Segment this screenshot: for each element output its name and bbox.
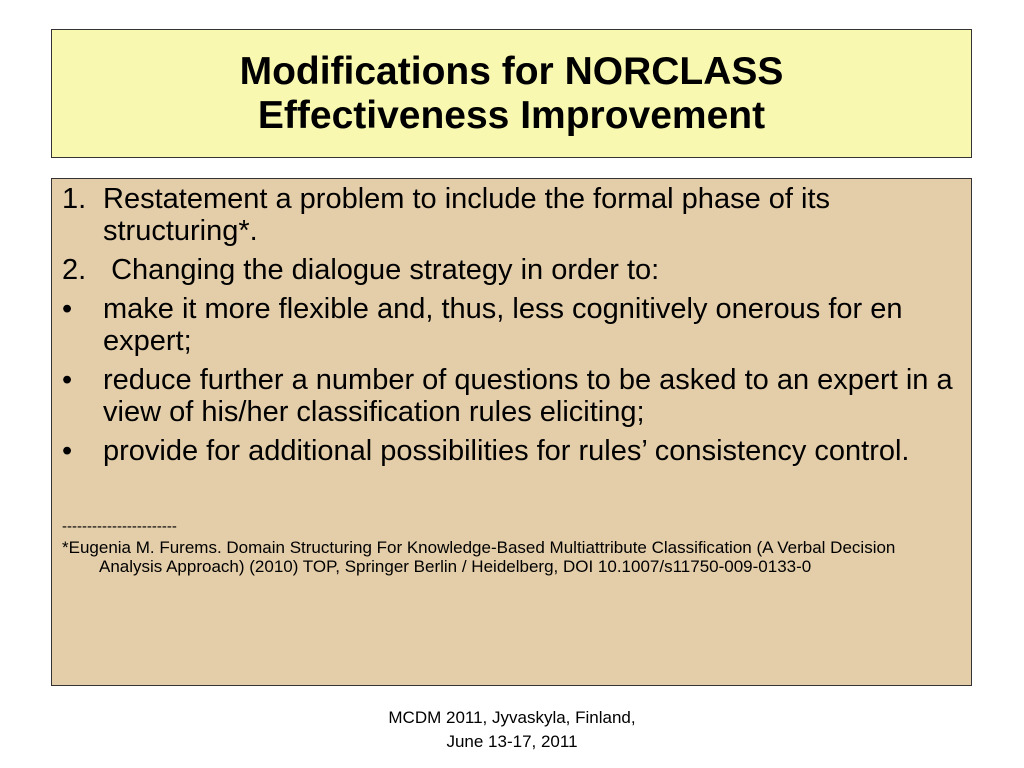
list-item-text: Restatement a problem to include the formal phase of its structuring*. — [103, 183, 830, 247]
bullet-item-3 — [62, 435, 961, 467]
bullet-text: make it more flexible and, thus, less cognitively onerous for en expert; — [103, 293, 903, 357]
footer-line-1: MCDM 2011, Jyvaskyla, Finland, — [388, 708, 636, 727]
footnote-reference: *Eugenia M. Furems. Domain Structuring For Knowledge-Based Multiattribute Classification (A Verbal Decision Analysis Approach) (2010) TOP, Springer Berlin / Heidelberg, DOI 10.1007/s11750-009-0133-0 — [62, 538, 896, 576]
list-item-text: Changing the dialogue strategy in order to: — [103, 254, 660, 286]
bullet-text: reduce further a number of questions to be asked to an expert in a view of his/her classification rules eliciting; — [103, 364, 953, 428]
slide-title-line-2: Effectiveness Improvement — [257, 93, 766, 137]
bullet-icon: • — [62, 293, 73, 325]
slide-title-line-1: Modifications for NORCLASS — [239, 49, 784, 93]
bullet-text: provide for additional possibilities for rules’ consistency control. — [103, 435, 910, 467]
content-box — [51, 178, 972, 686]
bullet-item-1 — [62, 293, 961, 357]
bullet-icon: • — [62, 435, 73, 467]
title-box — [51, 29, 972, 158]
bullet-icon: • — [62, 364, 73, 396]
list-number: 1. — [62, 183, 87, 215]
list-item-1 — [62, 183, 961, 247]
bullet-item-2 — [62, 364, 961, 428]
footnote-separator: ----------------------- — [62, 518, 177, 535]
spacer — [62, 474, 961, 518]
list-number: 2. — [62, 254, 87, 286]
footer-line-2: June 13-17, 2011 — [446, 732, 578, 751]
slide-footer — [312, 706, 712, 754]
list-item-2 — [62, 254, 961, 286]
